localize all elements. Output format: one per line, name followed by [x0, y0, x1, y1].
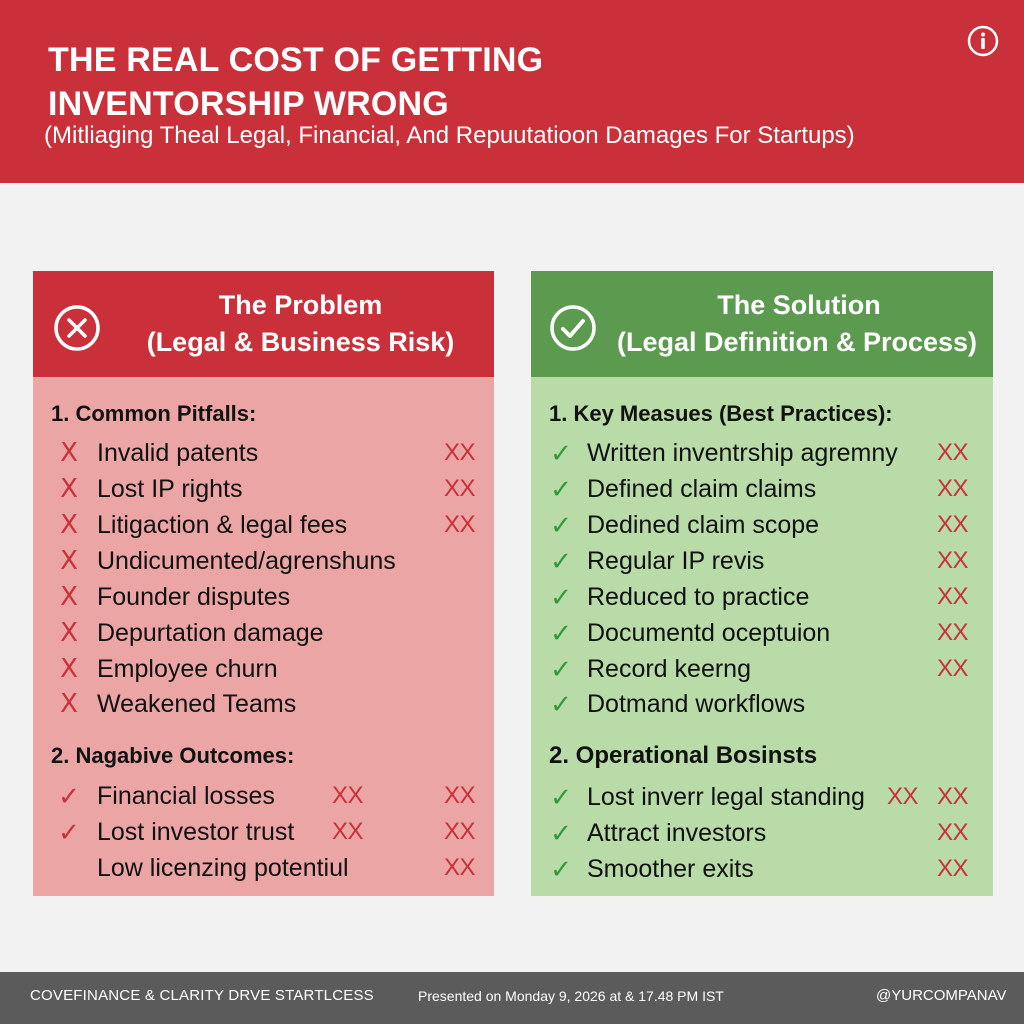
list-item-label: Depurtation damage [97, 619, 324, 647]
negative-outcomes-heading: 2. Nagabive Outcomes: [51, 743, 295, 768]
title-line-1: THE REAL COST OF GETTING [48, 41, 544, 79]
list-item-label: Lost inverr legal standing [587, 783, 865, 811]
list-item-label: Smoother exits [587, 855, 754, 883]
list-item [33, 652, 494, 686]
xx-marker: XX [444, 439, 476, 466]
xx-marker: XX [937, 619, 969, 646]
list-item [531, 816, 993, 850]
xx-marker: XX [937, 439, 969, 466]
list-item [33, 815, 494, 849]
problem-panel [33, 271, 494, 896]
list-item [531, 472, 993, 506]
list-item-label: Dotmand workflows [587, 690, 806, 718]
list-item-label: Dedined claim scope [587, 511, 820, 539]
page-subtitle: (Mitliaging Theal Legal, Financial, And Repuutatioon Damages For Startups) [44, 122, 855, 149]
xx-marker: XX [937, 547, 969, 574]
xx-marker: XX [937, 583, 969, 610]
check-mark-icon: ✓ [550, 438, 572, 468]
check-mark-icon: ✓ [550, 618, 572, 648]
list-item-label: Weakened Teams [97, 690, 297, 718]
xx-marker: XX [444, 511, 476, 538]
xx-marker: XX [937, 511, 969, 538]
solution-title: The Solution [717, 290, 881, 320]
list-item-label: Employee churn [97, 655, 278, 683]
xx-marker: XX [332, 818, 364, 845]
list-item-label: Undicumented/agrenshuns [97, 547, 396, 575]
list-item-label: Regular IP revis [587, 547, 765, 575]
x-mark-icon: X [60, 582, 78, 612]
check-mark-icon: ✓ [550, 474, 572, 504]
list-item [531, 616, 993, 650]
list-item [531, 544, 993, 578]
list-item-label: Low licenzing potentiul [97, 854, 349, 882]
list-item [33, 544, 494, 578]
list-item-label: Lost IP rights [97, 475, 243, 503]
xx-marker: XX [444, 475, 476, 502]
problem-panel-header [33, 271, 494, 377]
check-mark-icon: ✓ [58, 781, 80, 811]
xx-marker: XX [887, 783, 919, 810]
list-item [33, 472, 494, 506]
x-mark-icon: X [60, 654, 78, 684]
list-item [33, 580, 494, 614]
x-mark-icon: X [60, 546, 78, 576]
list-item [531, 852, 993, 886]
xx-marker: XX [937, 783, 969, 810]
list-item-label: Litigaction & legal fees [97, 511, 348, 539]
solution-panel [531, 271, 993, 896]
list-item-label: Reduced to practice [587, 583, 810, 611]
list-item-label: Documentd oceptuion [587, 619, 831, 647]
problem-title: The Problem [218, 290, 383, 320]
list-item [33, 851, 494, 885]
check-mark-icon: ✓ [550, 582, 572, 612]
check-circle-icon [548, 303, 598, 353]
list-item [531, 780, 993, 814]
list-item [33, 779, 494, 813]
list-item-label: Invalid patents [97, 439, 259, 467]
common-pitfalls-heading: 1. Common Pitfalls: [51, 401, 257, 426]
list-item-label: Lost investor trust [97, 818, 295, 846]
list-item-label: Record keerng [587, 655, 751, 683]
check-mark-icon: ✓ [550, 818, 572, 848]
xx-marker: XX [444, 782, 476, 809]
check-mark-icon: ✓ [550, 546, 572, 576]
list-item-label: Written inventrship agremny [587, 439, 898, 467]
check-mark-icon: ✓ [550, 689, 572, 719]
xx-marker: XX [444, 818, 476, 845]
list-item [33, 687, 494, 721]
footer-bar [0, 972, 1024, 1024]
operational-benefits-heading: 2. Operational Bosinsts [549, 742, 818, 769]
x-mark-icon: X [60, 618, 78, 648]
check-mark-icon: ✓ [58, 817, 80, 847]
title-line-2: INVENTORSHIP WRONG [48, 85, 449, 123]
list-item-label: Attract investors [587, 819, 767, 847]
header-banner [0, 0, 1024, 183]
footer-presented-date: Presented on Monday 9, 2026 at & 17.48 PM IST [418, 988, 724, 1004]
x-mark-icon: X [60, 438, 78, 468]
list-item-label: Founder disputes [97, 583, 291, 611]
page-title [48, 38, 928, 126]
xx-marker: XX [444, 854, 476, 881]
list-item [531, 687, 993, 721]
solution-subtitle: (Legal Definition & Process) [616, 327, 978, 357]
xx-marker: XX [937, 819, 969, 846]
list-item [33, 616, 494, 650]
xx-marker: XX [937, 855, 969, 882]
x-mark-icon: X [60, 689, 78, 719]
footer-tagline: COVEFINANCE & CLARITY DRVE STARTLCESS [30, 987, 374, 1004]
xx-marker: XX [937, 655, 969, 682]
xx-marker: XX [332, 782, 364, 809]
list-item [531, 652, 993, 686]
solution-panel-header [531, 271, 993, 377]
list-item [531, 508, 993, 542]
problem-subtitle: (Legal & Business Risk) [146, 327, 455, 357]
x-mark-icon: X [60, 510, 78, 540]
check-mark-icon: ✓ [550, 654, 572, 684]
list-item [531, 580, 993, 614]
key-measures-heading: 1. Key Measues (Best Practices): [549, 401, 893, 426]
x-circle-icon [52, 303, 102, 353]
list-item-label: Financial losses [97, 782, 275, 810]
list-item-label: Defined claim claims [587, 475, 817, 503]
list-item [33, 508, 494, 542]
footer-handle: @YURCOMPANAV [876, 987, 1007, 1004]
list-item [33, 436, 494, 470]
info-icon[interactable] [966, 24, 1000, 58]
check-mark-icon: ✓ [550, 510, 572, 540]
x-mark-icon: X [60, 474, 78, 504]
xx-marker: XX [937, 475, 969, 502]
check-mark-icon: ✓ [550, 854, 572, 884]
list-item [531, 436, 993, 470]
check-mark-icon: ✓ [550, 782, 572, 812]
